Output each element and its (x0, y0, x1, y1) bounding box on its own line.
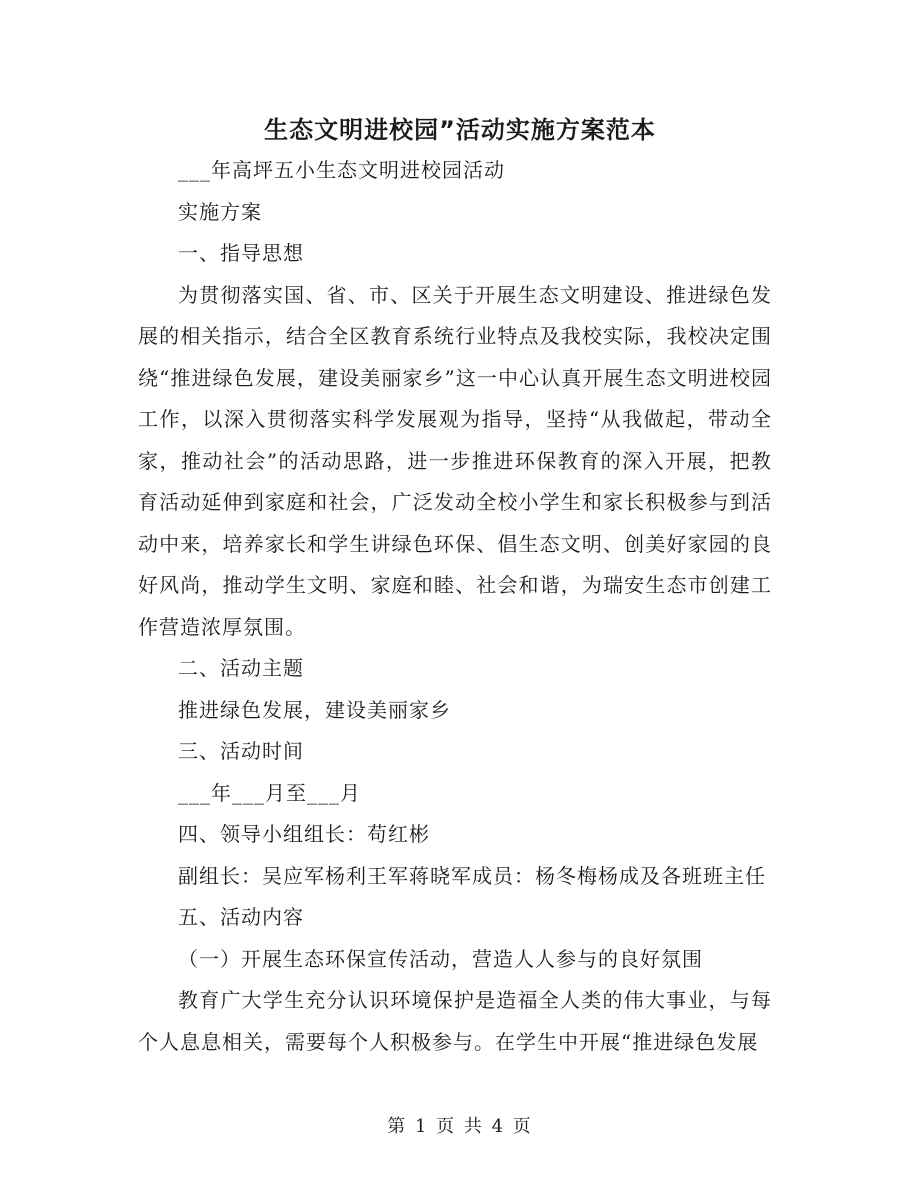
leaders-text: 副组长：吴应军杨利王军蒋晓军成员：杨冬梅杨成及各班班主任 (178, 863, 766, 888)
document-title: 生态文明进校园”活动实施方案范本 (264, 116, 656, 144)
section-heading-guiding-thought: 一、指导思想 (178, 241, 304, 265)
paragraph-content-1: 教育广大学生充分认识环境保护是造福全人类的伟大事业，与每个人息息相关，需要每个人积极参与。在学生中开展“推进绿色发展 (138, 988, 772, 1054)
section-heading-time: 三、活动时间 (178, 739, 304, 763)
section-heading-theme: 二、活动主题 (178, 656, 304, 680)
subsection-heading-1: （一）开展生态环保宣传活动，营造人人参与的良好氛围 (178, 946, 703, 971)
paragraph-guiding-thought: 为贯彻落实国、省、市、区关于开展生态文明建设、推进绿色发展的相关指示，结合全区教育系统行业特点及我校实际，我校决定围绕“推进绿色发展，建设美丽家乡”这一中心认真开展生态文明进校园工作，以深入贯彻落实科学发展观为指导，坚持“从我做起，带动全家，推动社会”的活动思路，进一步推进环保教育的深入开展，把教育活动延伸到家庭和社会，广泛发动全校小学生和家长积极参与到活动中来，培养家长和学生讲绿色环保、倡生态文明、创美好家园的良好风尚，推动学生文明、家庭和睦、社会和谐，为瑞安生态市创建工作营造浓厚氛围。 (138, 282, 772, 639)
theme-text: 推进绿色发展，建设美丽家乡 (178, 697, 451, 722)
page-footer: 第 1 页 共 4 页 (387, 1116, 533, 1137)
subtitle-line-2: 实施方案 (178, 199, 262, 224)
section-heading-leaders: 四、领导小组组长：苟红彬 (178, 822, 430, 846)
section-heading-content: 五、活动内容 (178, 905, 304, 929)
time-text: ___年___月至___月 (178, 780, 361, 805)
document-body (138, 150, 772, 1063)
subtitle-line: ___年高坪五小生态文明进校园活动 (178, 158, 505, 182)
